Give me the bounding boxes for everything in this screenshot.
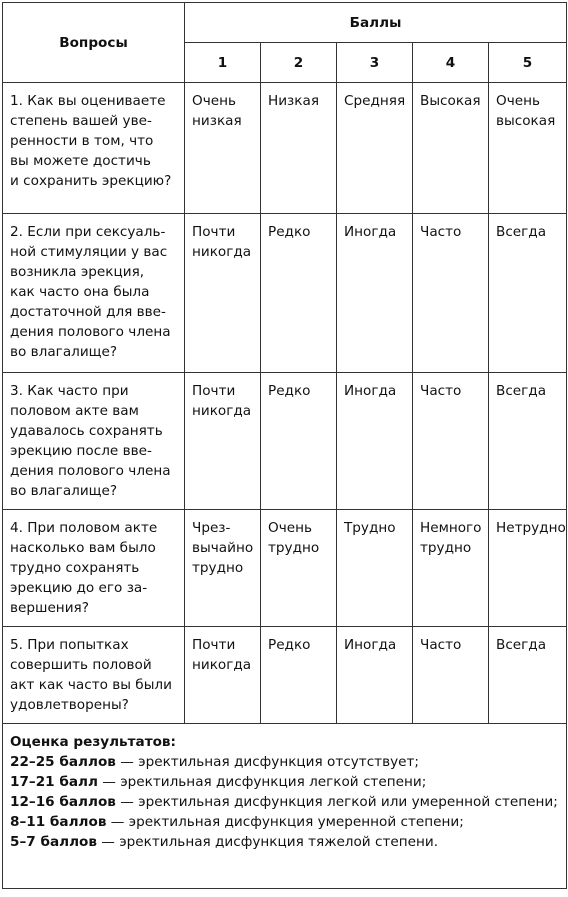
answer-cell: Часто [413, 627, 489, 724]
score-header-4: 4 [413, 43, 489, 83]
questionnaire-table [2, 2, 567, 889]
answer-cell: Почти никогда [185, 373, 261, 510]
result-line [10, 832, 562, 852]
answer-cell: Редко [261, 214, 337, 373]
answer-cell: Редко [261, 627, 337, 724]
questions-header: Вопросы [3, 3, 185, 83]
answer-cell: Нетрудно [489, 510, 567, 627]
question-cell: 4. При половом акте насколько вам было трудно сохранять эрекцию до его за- вершения? [3, 510, 185, 627]
table-row [3, 373, 567, 510]
result-line [10, 792, 562, 812]
result-text: — эректильная дисфункция легкой или умеренной степени; [115, 794, 558, 810]
answer-cell: Часто [413, 373, 489, 510]
answer-cell: Часто [413, 214, 489, 373]
question-cell: 1. Как вы оцениваете степень вашей уве- ренности в том, что вы можете достичь и сохранить эрекцию? [3, 83, 185, 214]
score-header-3: 3 [337, 43, 413, 83]
answer-cell: Почти никогда [185, 627, 261, 724]
result-text: — эректильная дисфункция легкой степени; [97, 774, 427, 790]
result-range: 5–7 баллов [10, 834, 97, 850]
answer-cell: Средняя [337, 83, 413, 214]
table-row [3, 627, 567, 724]
score-header-1: 1 [185, 43, 261, 83]
score-header-5: 5 [489, 43, 567, 83]
table-row [3, 214, 567, 373]
answer-cell: Всегда [489, 627, 567, 724]
results-row [3, 724, 567, 889]
table-row [3, 510, 567, 627]
result-text: — эректильная дисфункция умеренной степени; [106, 814, 464, 830]
score-header-2: 2 [261, 43, 337, 83]
answer-cell: Редко [261, 373, 337, 510]
result-range: 22–25 баллов [10, 754, 116, 770]
answer-cell: Иногда [337, 373, 413, 510]
answer-cell: Всегда [489, 373, 567, 510]
answer-cell: Немного трудно [413, 510, 489, 627]
table-row [3, 83, 567, 214]
answer-cell: Чрез- вычайно трудно [185, 510, 261, 627]
result-line [10, 772, 562, 792]
answer-cell: Всегда [489, 214, 567, 373]
answer-cell: Иногда [337, 214, 413, 373]
answer-cell: Иногда [337, 627, 413, 724]
answer-cell: Очень низкая [185, 83, 261, 214]
answer-cell: Очень трудно [261, 510, 337, 627]
answer-cell: Очень высокая [489, 83, 567, 214]
result-text: — эректильная дисфункция отсутствует; [115, 754, 420, 770]
answer-cell: Почти никогда [185, 214, 261, 373]
results-title: Оценка результатов: [10, 734, 176, 750]
answer-cell: Трудно [337, 510, 413, 627]
answer-cell: Низкая [261, 83, 337, 214]
result-text: — эректильная дисфункция тяжелой степени. [96, 834, 439, 850]
results-cell [3, 724, 567, 889]
result-line [10, 812, 562, 832]
result-line [10, 752, 562, 772]
result-range: 12–16 баллов [10, 794, 116, 810]
result-range: 17–21 балл [10, 774, 98, 790]
answer-cell: Высокая [413, 83, 489, 214]
question-cell: 2. Если при сексуаль- ной стимуляции у вас возникла эрекция, как часто она была достаточной для вве- дения полового члена во влагалище? [3, 214, 185, 373]
points-header: Баллы [185, 3, 567, 43]
question-cell: 5. При попытках совершить половой акт как часто вы были удовлетворены? [3, 627, 185, 724]
result-range: 8–11 баллов [10, 814, 107, 830]
question-cell: 3. Как часто при половом акте вам удавалось сохранять эрекцию после вве- дения полового члена во влагалище? [3, 373, 185, 510]
